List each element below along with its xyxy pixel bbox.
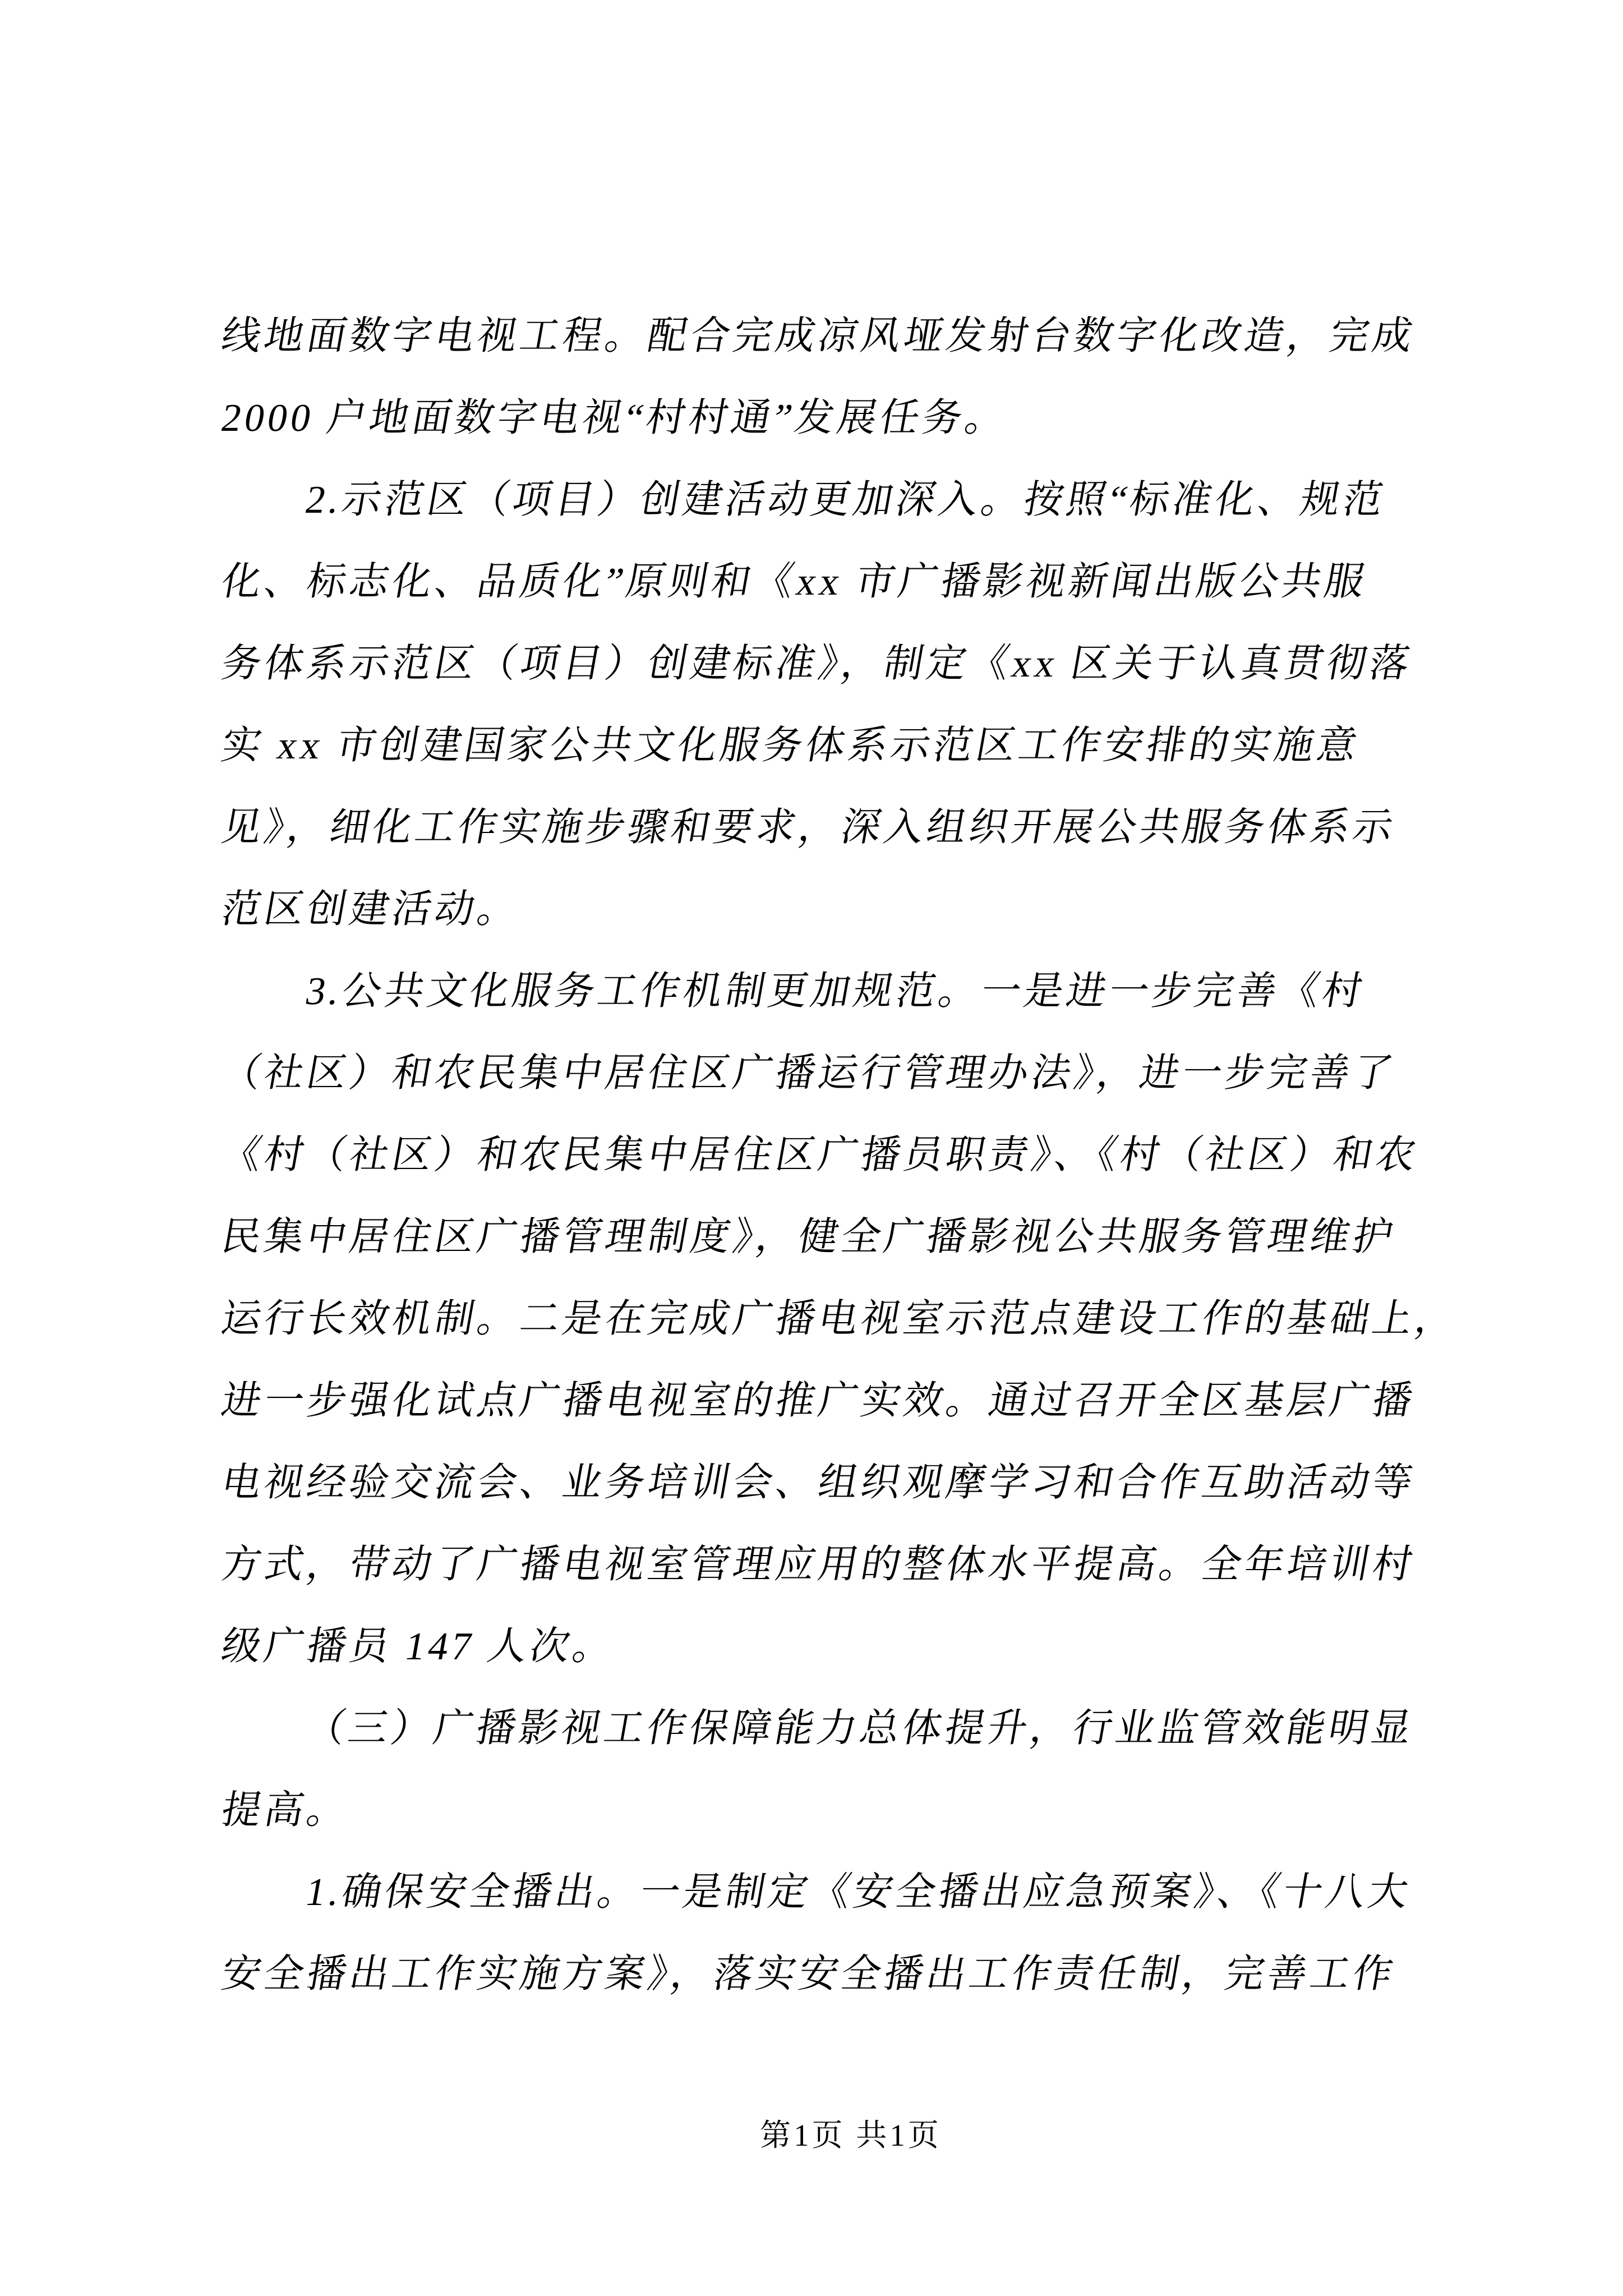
body-line: 进一步强化试点广播电视室的推广实效。通过召开全区基层广播 <box>218 1379 1419 1423</box>
body-line: 《村（社区）和农民集中居住区广播员职责》、《村（社区）和农 <box>218 1134 1423 1177</box>
document-body <box>218 296 1462 2016</box>
body-line: 1.确保安全播出。一是制定《安全播出应急预案》、《十八大 <box>302 1871 1415 1914</box>
body-line: （社区）和农民集中居住区广播运行管理办法》，进一步完善了 <box>218 1052 1400 1095</box>
body-line: 安全播出工作实施方案》，落实安全播出工作责任制，完善工作 <box>218 1953 1400 1996</box>
body-line: 电视经验交流会、业务培训会、组织观摩学习和合作互助活动等 <box>218 1461 1419 1504</box>
body-line: 线地面数字电视工程。配合完成凉风垭发射台数字化改造，完成 <box>218 315 1419 358</box>
body-line: 民集中居住区广播管理制度》，健全广播影视公共服务管理维护 <box>218 1216 1400 1259</box>
body-line: 2.示范区（项目）创建活动更加深入。按照“标准化、规范 <box>302 478 1390 522</box>
body-line: 提高。 <box>218 1789 354 1832</box>
body-line: 2000 户地面数字电视“村村通”发展任务。 <box>218 397 1012 440</box>
body-line: 实 xx 市创建国家公共文化服务体系示范区工作安排的实施意 <box>218 724 1364 767</box>
body-line: （三）广播影视工作保障能力总体提升，行业监管效能明显 <box>302 1707 1418 1750</box>
body-line: 务体系示范区（项目）创建标准》，制定《xx 区关于认真贯彻落 <box>218 642 1416 685</box>
body-line: 化、标志化、品质化”原则和《xx 市广播影视新闻出版公共服 <box>218 560 1372 604</box>
page-number-label: 第1页 共1页 <box>760 2118 942 2152</box>
body-line: 方式，带动了广播电视室管理应用的整体水平提高。全年培训村 <box>218 1543 1419 1586</box>
body-line: 见》，细化工作实施步骤和要求，深入组织开展公共服务体系示 <box>218 806 1400 849</box>
body-line: 运行长效机制。二是在完成广播电视室示范点建设工作的基础上， <box>218 1297 1462 1341</box>
body-line: 3.公共文化服务工作机制更加规范。一是进一步完善《村 <box>302 970 1369 1013</box>
page-footer <box>39 2110 1623 2161</box>
body-line: 范区创建活动。 <box>218 888 524 931</box>
body-line: 级广播员 147 人次。 <box>218 1625 620 1668</box>
